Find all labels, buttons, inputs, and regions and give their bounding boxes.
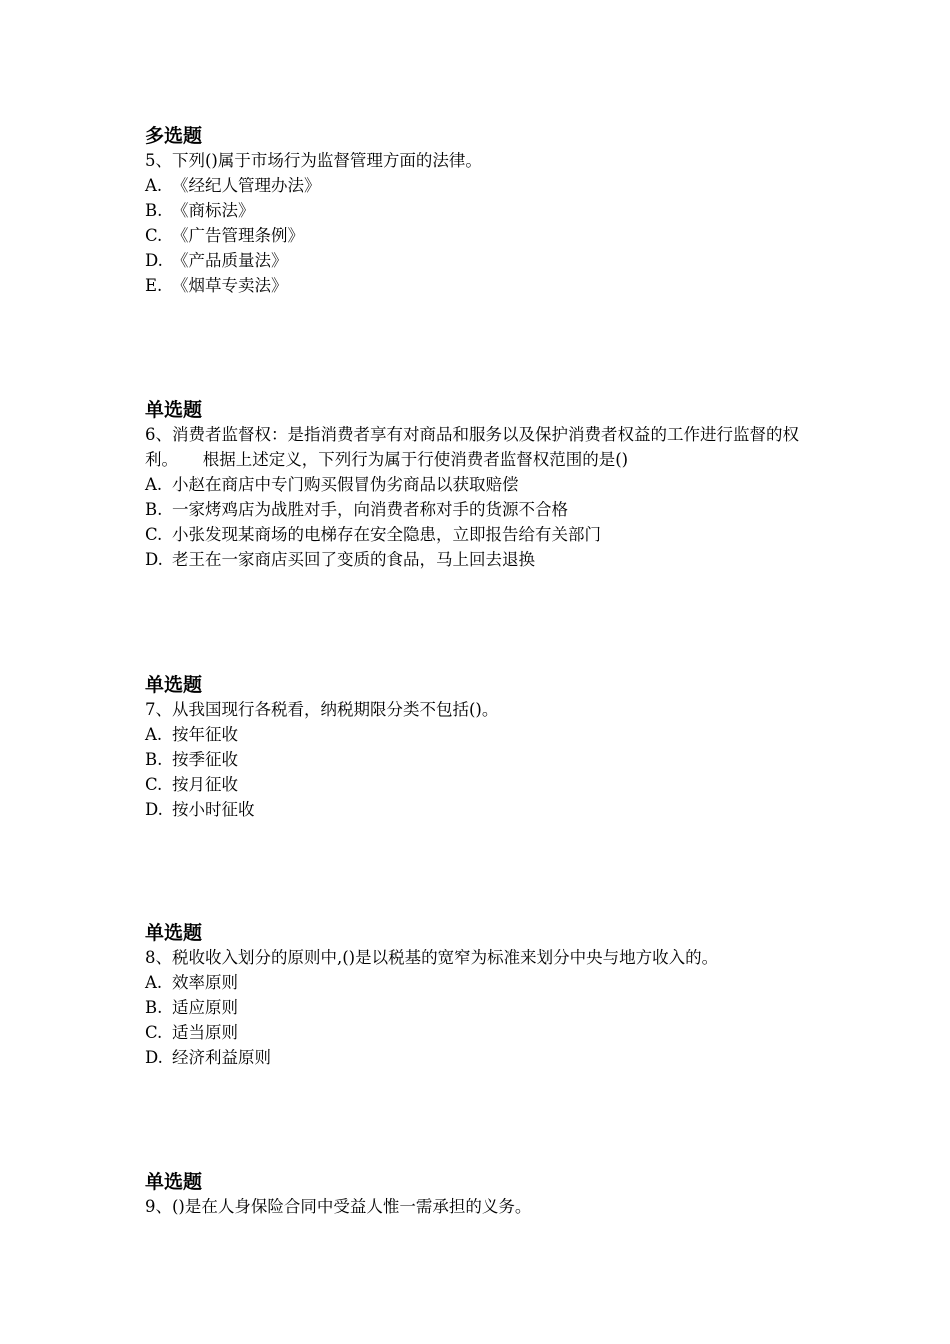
option-d bbox=[145, 1045, 825, 1070]
option-b bbox=[145, 995, 825, 1020]
question-type: 单选题 bbox=[145, 1171, 203, 1193]
option-text: 《经纪人管理办法》 bbox=[172, 176, 321, 195]
option-c bbox=[145, 1020, 825, 1045]
option-e bbox=[145, 273, 825, 298]
question-type: 单选题 bbox=[145, 399, 203, 421]
question-7 bbox=[145, 673, 825, 822]
option-label: A. bbox=[145, 475, 163, 494]
option-b bbox=[145, 497, 825, 522]
option-label: B. bbox=[145, 201, 163, 220]
question-stem: 8、税收收入划分的原则中,()是以税基的宽窄为标准来划分中央与地方收入的。 bbox=[145, 948, 719, 967]
question-9 bbox=[145, 1170, 825, 1219]
option-text: 效率原则 bbox=[172, 973, 238, 992]
option-b bbox=[145, 198, 825, 223]
option-text: 《商标法》 bbox=[172, 201, 255, 220]
option-text: 小赵在商店中专门购买假冒伪劣商品以获取赔偿 bbox=[172, 475, 519, 494]
option-text: 按年征收 bbox=[172, 725, 238, 744]
option-text: 按月征收 bbox=[172, 775, 238, 794]
option-label: D. bbox=[145, 251, 163, 270]
option-text: 《烟草专卖法》 bbox=[172, 276, 288, 295]
option-label: A. bbox=[145, 973, 163, 992]
option-text: 老王在一家商店买回了变质的食品，马上回去退换 bbox=[172, 550, 535, 569]
question-stem: 9、()是在人身保险合同中受益人惟一需承担的义务。 bbox=[145, 1197, 532, 1216]
option-a bbox=[145, 970, 825, 995]
option-text: 小张发现某商场的电梯存在安全隐患，立即报告给有关部门 bbox=[172, 525, 601, 544]
option-label: C. bbox=[145, 226, 163, 245]
question-type: 单选题 bbox=[145, 674, 203, 696]
option-text: 《广告管理条例》 bbox=[172, 226, 304, 245]
option-c bbox=[145, 223, 825, 248]
question-5 bbox=[145, 124, 825, 298]
option-text: 按小时征收 bbox=[172, 800, 255, 819]
option-text: 适当原则 bbox=[172, 1023, 238, 1042]
question-type: 单选题 bbox=[145, 922, 203, 944]
option-b bbox=[145, 747, 825, 772]
question-stem: 7、从我国现行各税看，纳税期限分类不包括()。 bbox=[145, 700, 499, 719]
option-label: D. bbox=[145, 1048, 163, 1067]
option-a bbox=[145, 722, 825, 747]
option-d bbox=[145, 248, 825, 273]
option-label: C. bbox=[145, 775, 163, 794]
option-label: C. bbox=[145, 525, 163, 544]
question-stem: 5、下列()属于市场行为监督管理方面的法律。 bbox=[145, 151, 482, 170]
option-label: B. bbox=[145, 500, 163, 519]
option-label: A. bbox=[145, 176, 163, 195]
option-c bbox=[145, 522, 825, 547]
option-text: 《产品质量法》 bbox=[172, 251, 288, 270]
option-label: D. bbox=[145, 550, 163, 569]
option-text: 一家烤鸡店为战胜对手，向消费者称对手的货源不合格 bbox=[172, 500, 568, 519]
option-label: C. bbox=[145, 1023, 163, 1042]
question-stem: 6、消费者监督权：是指消费者享有对商品和服务以及保护消费者权益的工作进行监督的权利。 根据上述定义，下列行为属于行使消费者监督权范围的是() bbox=[145, 425, 799, 469]
option-text: 经济利益原则 bbox=[172, 1048, 271, 1067]
option-label: B. bbox=[145, 750, 163, 769]
option-a bbox=[145, 472, 825, 497]
option-label: A. bbox=[145, 725, 163, 744]
option-d bbox=[145, 797, 825, 822]
option-d bbox=[145, 547, 825, 572]
option-a bbox=[145, 173, 825, 198]
option-text: 按季征收 bbox=[172, 750, 238, 769]
question-type: 多选题 bbox=[145, 125, 203, 147]
option-label: E. bbox=[145, 276, 163, 295]
question-8 bbox=[145, 921, 825, 1070]
question-6 bbox=[145, 398, 825, 572]
option-label: D. bbox=[145, 800, 163, 819]
option-text: 适应原则 bbox=[172, 998, 238, 1017]
option-c bbox=[145, 772, 825, 797]
option-label: B. bbox=[145, 998, 163, 1017]
